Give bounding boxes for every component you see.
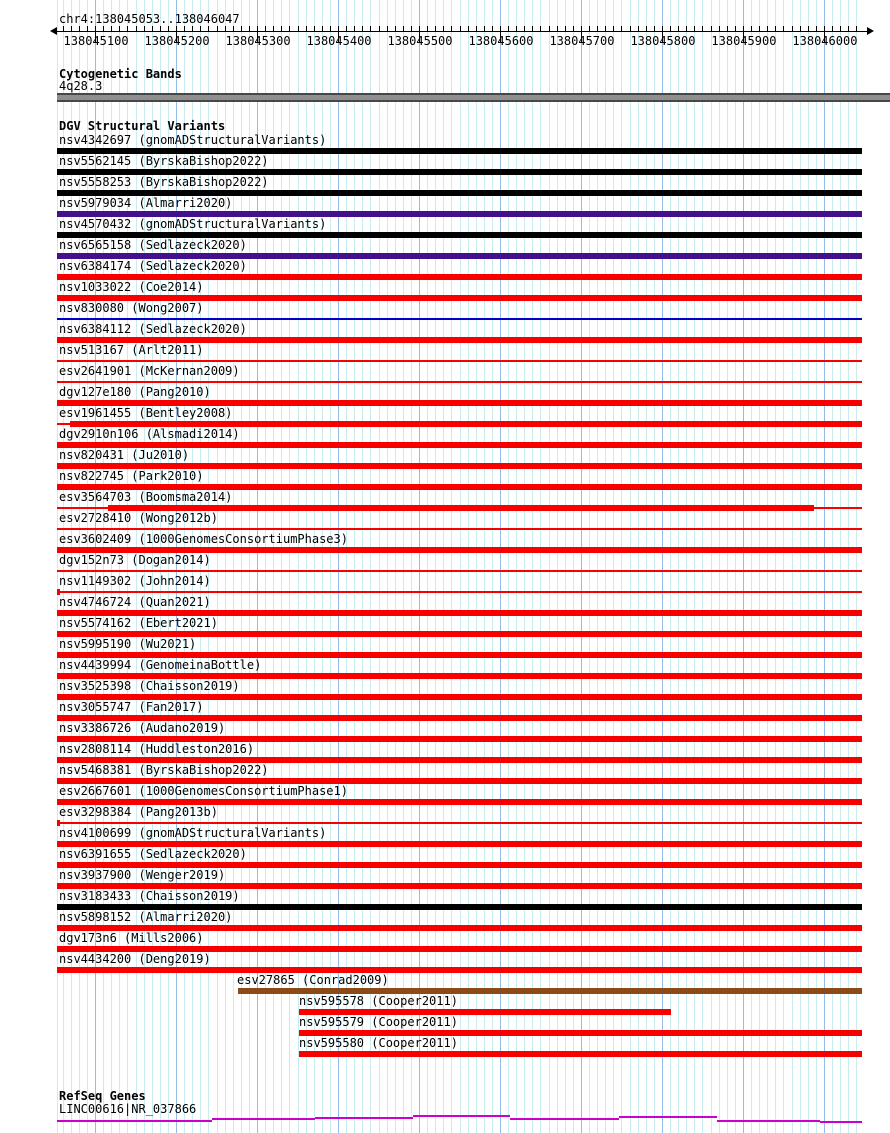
variant-label: nsv1033022 (Coe2014)	[59, 280, 204, 294]
ruler-minor-tick	[87, 26, 88, 32]
ruler-minor-tick	[670, 26, 671, 32]
gene-segment[interactable]	[315, 1117, 413, 1119]
ruler-minor-tick	[792, 26, 793, 32]
ruler-label: 138045300	[225, 34, 291, 48]
variant-label: nsv820431 (Ju2010)	[59, 448, 190, 462]
gene-name: LINC00616|NR_037866	[59, 1102, 197, 1116]
right-arrow-icon	[867, 27, 874, 35]
ruler-minor-tick	[289, 26, 290, 32]
variant-label: nsv595578 (Cooper2011)	[299, 994, 458, 1008]
ruler-minor-tick	[184, 26, 185, 32]
ruler-minor-tick	[759, 26, 760, 32]
cytoband-name: 4q28.3	[59, 79, 103, 93]
ruler-label: 138045500	[387, 34, 453, 48]
ruler-label: 138045900	[711, 34, 777, 48]
ruler-minor-tick	[630, 26, 631, 32]
ruler-minor-tick	[468, 26, 469, 32]
variant-label: nsv3183433 (Chaisson2019)	[59, 889, 240, 903]
ruler-minor-tick	[200, 26, 201, 32]
variant-label: nsv595580 (Cooper2011)	[299, 1036, 458, 1050]
ruler-minor-tick	[816, 26, 817, 32]
ruler-minor-tick	[638, 26, 639, 32]
variant-label: nsv4100699 (gnomADStructuralVariants)	[59, 826, 327, 840]
variant-label: esv2667601 (1000GenomesConsortiumPhase1)	[59, 784, 348, 798]
variant-label: nsv5574162 (Ebert2021)	[59, 616, 218, 630]
variant-bar[interactable]	[57, 507, 108, 509]
ruler-minor-tick	[605, 26, 606, 32]
ruler-minor-tick	[395, 26, 396, 32]
variant-label: esv3298384 (Pang2013b)	[59, 805, 218, 819]
variant-label: nsv4342697 (gnomADStructuralVariants)	[59, 133, 327, 147]
variant-bar[interactable]	[57, 822, 862, 824]
ruler-minor-tick	[144, 26, 145, 32]
variant-label: nsv3055747 (Fan2017)	[59, 700, 204, 714]
gene-segment[interactable]	[717, 1120, 820, 1122]
ruler-minor-tick	[265, 26, 266, 32]
ruler-minor-tick	[492, 26, 493, 32]
ruler-minor-tick	[152, 26, 153, 32]
ruler-minor-tick	[565, 26, 566, 32]
ruler-minor-tick	[379, 26, 380, 32]
region-title: chr4:138045053..138046047	[59, 12, 240, 26]
ruler-minor-tick	[217, 26, 218, 32]
variant-label: nsv4746724 (Quan2021)	[59, 595, 211, 609]
ruler-minor-tick	[686, 26, 687, 32]
ruler-minor-tick	[435, 26, 436, 32]
ruler-label: 138045400	[306, 34, 372, 48]
ruler-minor-tick	[800, 26, 801, 32]
gene-segment[interactable]	[510, 1118, 619, 1120]
variant-bar[interactable]	[57, 318, 862, 320]
variant-label: nsv3525398 (Chaisson2019)	[59, 679, 240, 693]
variant-bar[interactable]	[57, 967, 862, 973]
ruler-minor-tick	[314, 26, 315, 32]
variant-label: nsv830080 (Wong2007)	[59, 301, 204, 315]
ruler-minor-tick	[443, 26, 444, 32]
ruler-minor-tick	[103, 26, 104, 32]
ruler-minor-tick	[225, 26, 226, 32]
ruler-minor-tick	[646, 26, 647, 32]
ruler-label: 138045700	[549, 34, 615, 48]
gene-segment[interactable]	[57, 1120, 212, 1122]
ruler-minor-tick	[767, 26, 768, 32]
ruler-minor-tick	[119, 26, 120, 32]
ruler-minor-tick	[281, 26, 282, 32]
ruler-minor-tick	[168, 26, 169, 32]
ruler-minor-tick	[775, 26, 776, 32]
variant-label: nsv5898152 (Almarri2020)	[59, 910, 233, 924]
ruler-minor-tick	[370, 26, 371, 32]
ruler-minor-tick	[727, 26, 728, 32]
ruler-minor-tick	[484, 26, 485, 32]
variant-label: nsv822745 (Park2010)	[59, 469, 204, 483]
variant-label: nsv3937900 (Wenger2019)	[59, 868, 226, 882]
ruler-minor-tick	[136, 26, 137, 32]
variant-label: nsv4439994 (GenomeinaBottle)	[59, 658, 262, 672]
ruler-minor-tick	[557, 26, 558, 32]
ruler-minor-tick	[532, 26, 533, 32]
ruler-minor-tick	[403, 26, 404, 32]
ruler-minor-tick	[192, 26, 193, 32]
variant-label: nsv5468381 (ByrskaBishop2022)	[59, 763, 269, 777]
ruler-minor-tick	[613, 26, 614, 32]
ruler-minor-tick	[322, 26, 323, 32]
ruler-minor-tick	[654, 26, 655, 32]
cytobands-header: Cytogenetic Bands	[59, 67, 182, 81]
ruler-label: 138046000	[792, 34, 858, 48]
ruler-minor-tick	[71, 26, 72, 32]
variant-label: esv3602409 (1000GenomesConsortiumPhase3)	[59, 532, 348, 546]
ruler-axis-line	[57, 31, 867, 32]
ruler-minor-tick	[783, 26, 784, 32]
ruler-minor-tick	[241, 26, 242, 32]
ruler-minor-tick	[719, 26, 720, 32]
ruler-minor-tick	[678, 26, 679, 32]
ruler-minor-tick	[127, 26, 128, 32]
variant-label: esv27865 (Conrad2009)	[237, 973, 389, 987]
variant-label: nsv595579 (Cooper2011)	[299, 1015, 458, 1029]
variant-label: dgv173n6 (Mills2006)	[59, 931, 204, 945]
variant-label: nsv1149302 (John2014)	[59, 574, 211, 588]
variant-label: dgv2910n106 (Alsmadi2014)	[59, 427, 240, 441]
variant-label: dgv127e180 (Pang2010)	[59, 385, 211, 399]
ruler-minor-tick	[516, 26, 517, 32]
ruler-minor-tick	[451, 26, 452, 32]
ruler-minor-tick	[306, 26, 307, 32]
ruler-label: 138045600	[468, 34, 534, 48]
variant-label: nsv4570432 (gnomADStructuralVariants)	[59, 217, 327, 231]
variant-label: nsv4434200 (Deng2019)	[59, 952, 211, 966]
variant-label: esv1961455 (Bentley2008)	[59, 406, 233, 420]
variant-bar[interactable]	[57, 423, 70, 425]
variant-label: nsv513167 (Arlt2011)	[59, 343, 204, 357]
gene-segment[interactable]	[619, 1116, 717, 1118]
refseq-header: RefSeq Genes	[59, 1089, 146, 1103]
variant-bar[interactable]	[57, 591, 862, 593]
ruler-minor-tick	[160, 26, 161, 32]
ruler-minor-tick	[411, 26, 412, 32]
variant-label: nsv2808114 (Huddleston2016)	[59, 742, 255, 756]
variant-label: esv2641901 (McKernan2009)	[59, 364, 240, 378]
ruler-minor-tick	[63, 26, 64, 32]
ruler-minor-tick	[111, 26, 112, 32]
ruler-minor-tick	[427, 26, 428, 32]
variant-bar[interactable]	[814, 507, 862, 509]
variant-label: esv2728410 (Wong2012b)	[59, 511, 218, 525]
dgv-header: DGV Structural Variants	[59, 119, 226, 133]
ruler-label: 138045100	[63, 34, 129, 48]
ruler-label: 138045200	[144, 34, 210, 48]
ruler-minor-tick	[702, 26, 703, 32]
ruler-minor-tick	[694, 26, 695, 32]
ruler-minor-tick	[549, 26, 550, 32]
ruler-minor-tick	[346, 26, 347, 32]
ruler-minor-tick	[524, 26, 525, 32]
ruler-minor-tick	[354, 26, 355, 32]
variant-bar[interactable]	[57, 360, 862, 362]
ruler-minor-tick	[711, 26, 712, 32]
gene-segment[interactable]	[820, 1121, 862, 1123]
ruler-minor-tick	[208, 26, 209, 32]
ruler-minor-tick	[573, 26, 574, 32]
variant-bar[interactable]	[299, 1051, 862, 1057]
ruler-minor-tick	[540, 26, 541, 32]
variant-bar[interactable]	[57, 528, 862, 530]
ruler-minor-tick	[621, 26, 622, 32]
ruler-minor-tick	[330, 26, 331, 32]
ruler-minor-tick	[476, 26, 477, 32]
variant-label: dgv152n73 (Dogan2014)	[59, 553, 211, 567]
variant-label: nsv5979034 (Almarri2020)	[59, 196, 233, 210]
variant-bar[interactable]	[57, 570, 862, 572]
ruler-minor-tick	[832, 26, 833, 32]
ruler-minor-tick	[249, 26, 250, 32]
ruler-minor-tick	[508, 26, 509, 32]
variant-bar[interactable]	[57, 381, 862, 383]
variant-label: nsv5995190 (Wu2021)	[59, 637, 197, 651]
ruler-minor-tick	[848, 26, 849, 32]
ruler-minor-tick	[840, 26, 841, 32]
gene-segment[interactable]	[212, 1118, 315, 1120]
ruler-minor-tick	[387, 26, 388, 32]
ruler-minor-tick	[79, 26, 80, 32]
variant-label: nsv3386726 (Audano2019)	[59, 721, 226, 735]
gene-segment[interactable]	[413, 1115, 510, 1117]
ruler-minor-tick	[233, 26, 234, 32]
variant-label: nsv6391655 (Sedlazeck2020)	[59, 847, 247, 861]
variant-label: nsv5562145 (ByrskaBishop2022)	[59, 154, 269, 168]
ruler-minor-tick	[751, 26, 752, 32]
ruler-minor-tick	[460, 26, 461, 32]
variant-label: nsv6384112 (Sedlazeck2020)	[59, 322, 247, 336]
variant-label: nsv5558253 (ByrskaBishop2022)	[59, 175, 269, 189]
ruler-minor-tick	[597, 26, 598, 32]
variant-label: nsv6384174 (Sedlazeck2020)	[59, 259, 247, 273]
ruler-minor-tick	[273, 26, 274, 32]
variant-label: nsv6565158 (Sedlazeck2020)	[59, 238, 247, 252]
ruler-minor-tick	[808, 26, 809, 32]
ruler-minor-tick	[735, 26, 736, 32]
variant-label: esv3564703 (Boomsma2014)	[59, 490, 233, 504]
left-arrow-icon	[50, 27, 57, 35]
ruler-minor-tick	[298, 26, 299, 32]
ruler-minor-tick	[589, 26, 590, 32]
ruler-minor-tick	[362, 26, 363, 32]
ruler-label: 138045800	[630, 34, 696, 48]
ruler-minor-tick	[856, 26, 857, 32]
cytoband-bar[interactable]	[57, 93, 890, 102]
